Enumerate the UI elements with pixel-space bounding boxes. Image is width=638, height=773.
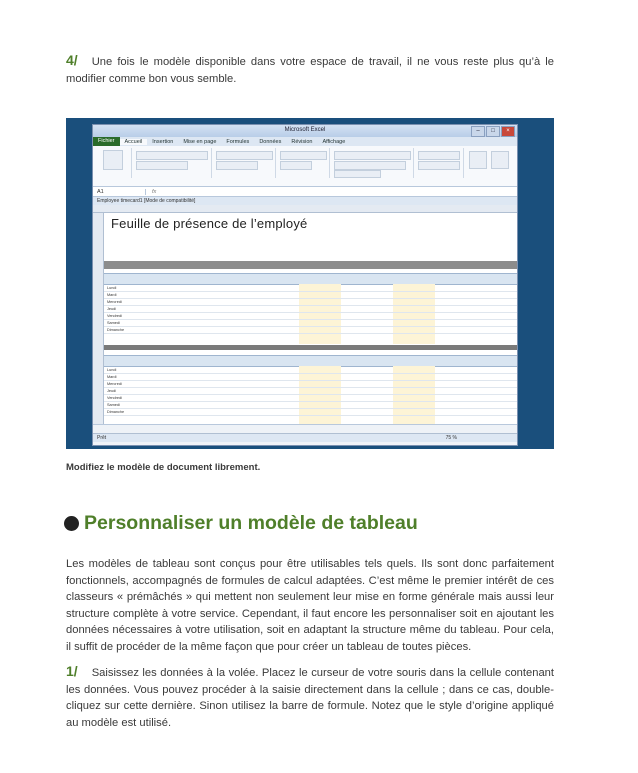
grid-line xyxy=(104,291,517,292)
grid-line xyxy=(104,312,517,313)
weekday-label: Jeudi xyxy=(107,307,117,311)
weekday-label: Lundi xyxy=(107,286,117,290)
sheet-tabs xyxy=(93,424,517,433)
status-bar xyxy=(93,433,517,442)
grid-line xyxy=(104,326,517,327)
status-text: Prêt xyxy=(97,435,107,441)
sheet-title: Feuille de présence de l’employé xyxy=(111,216,308,231)
weekday-label: Dimanche xyxy=(107,410,125,414)
period-band xyxy=(104,261,517,269)
weekday-label: Mardi xyxy=(107,375,117,379)
document-title-bar: Employee timecard1 [Mode de compatibilité] xyxy=(93,197,517,205)
step-4-paragraph xyxy=(66,52,554,87)
weekday-label: Samedi xyxy=(107,403,120,407)
weekday-label: Jeudi xyxy=(107,389,117,393)
grid-line xyxy=(104,298,517,299)
weekday-label: Vendredi xyxy=(107,396,122,400)
row-headers xyxy=(93,213,104,424)
grid-line xyxy=(104,408,517,409)
grid-line xyxy=(104,415,517,416)
ribbon-tab: Révision xyxy=(291,138,313,145)
ribbon-tab: Insertion xyxy=(152,138,174,145)
ribbon xyxy=(93,146,517,187)
worksheet xyxy=(93,213,517,424)
excel-window xyxy=(92,124,518,446)
zoom-level: 75 % xyxy=(445,435,457,441)
step-1-number: 1/ xyxy=(66,663,78,679)
maximize-icon: □ xyxy=(486,126,500,137)
formula-bar xyxy=(93,187,517,197)
step-4-text: Une fois le modèle disponible dans votre espace de travail, il ne vous reste plus qu’à le modifier comme bon vous semble. xyxy=(66,56,554,85)
ribbon-tab: Fichier xyxy=(93,137,120,146)
step-1-paragraph xyxy=(66,663,554,731)
section-heading-text: Personnaliser un modèle de tableau xyxy=(84,512,418,534)
ribbon-tab: Données xyxy=(259,138,282,145)
column-headers xyxy=(93,205,517,213)
name-box: A1 xyxy=(93,189,146,195)
section-heading xyxy=(64,512,418,535)
step-1-text: Saisissez les données à la volée. Placez le curseur de votre souris dans la cellule contenant les données. Vous pouvez procéder à la saisie directement dans la cellule ; dans ce cas, double-cliquez sur cette dernière. Sinon utilisez la barre de formule. Notez que le style d’origine appliqué au modèle est utilisé. xyxy=(66,667,554,729)
ribbon-tab: Mise en page xyxy=(183,138,217,145)
bullet-icon xyxy=(64,516,79,531)
excel-window-title: Microsoft Excel xyxy=(284,127,326,133)
ribbon-tab: Accueil xyxy=(120,139,148,145)
excel-titlebar xyxy=(93,125,517,137)
window-controls xyxy=(471,126,515,137)
grid-line xyxy=(104,401,517,402)
ribbon-tab: Affichage xyxy=(322,138,346,145)
ribbon-tabs xyxy=(93,137,517,146)
grid-line xyxy=(104,394,517,395)
weekday-label: Lundi xyxy=(107,368,117,372)
weekday-label: Samedi xyxy=(107,321,120,325)
weekday-label: Mardi xyxy=(107,293,117,297)
excel-screenshot xyxy=(66,118,554,449)
weekday-label: Mercredi xyxy=(107,382,122,386)
body-paragraph: Les modèles de tableau sont conçus pour être utilisables tels quels. Ils sont donc parfaitement fonctionnels, accompagnés de formules de calcul adaptées. C’est même le premier intérêt de ces classeurs « prémâchés » qui mettent non seulement leur mise en forme générale mais aussi leur structure complète à votre service. Cependant, il faut encore les personnaliser soit en ajoutant les données nécessaires à votre utilisation, soit en adaptant la structure même du tableau. Pour cela, il suffit de procéder de la même façon que pour créer un tableau de toutes pièces. xyxy=(66,558,554,653)
fx-icon: fx xyxy=(152,188,157,195)
screenshot-caption: Modifiez le modèle de document librement. xyxy=(66,462,261,473)
grid-line xyxy=(104,305,517,306)
weekday-label: Mercredi xyxy=(107,300,122,304)
minimize-icon: – xyxy=(471,126,485,137)
grid-line xyxy=(104,387,517,388)
grid-line xyxy=(104,319,517,320)
ribbon-tab: Formules xyxy=(226,138,250,145)
weekday-label: Dimanche xyxy=(107,328,125,332)
grid-line xyxy=(104,380,517,381)
grid-line xyxy=(104,333,517,334)
close-icon: × xyxy=(501,126,515,137)
grid-line xyxy=(104,373,517,374)
weekday-label: Vendredi xyxy=(107,314,122,318)
step-4-number: 4/ xyxy=(66,52,78,68)
